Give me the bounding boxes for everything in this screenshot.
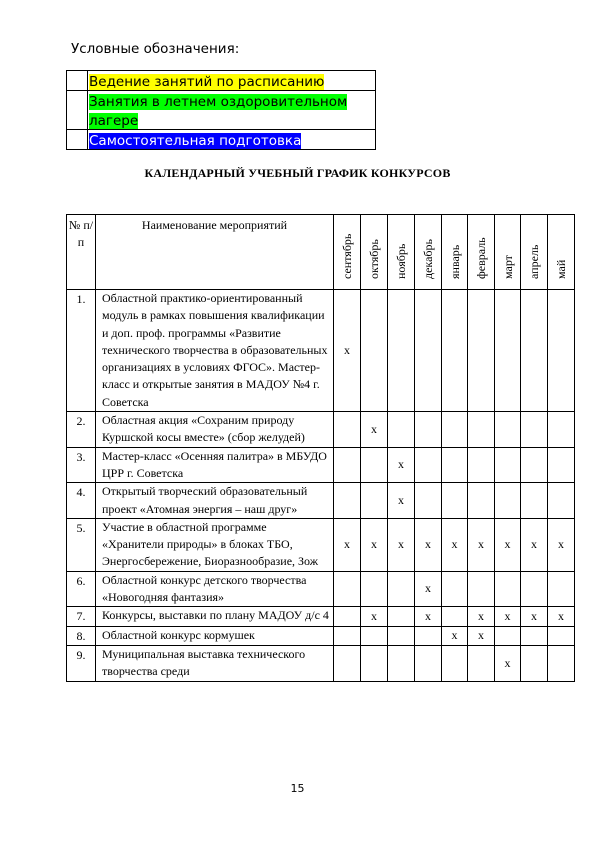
month-mark-cell	[442, 645, 468, 681]
legend-item-self-study: Самостоятельная подготовка	[89, 133, 302, 149]
month-mark-cell	[334, 607, 361, 626]
month-mark-cell	[415, 447, 442, 483]
month-mark-cell	[361, 290, 388, 412]
month-mark-cell	[468, 483, 495, 519]
row-number: 4.	[67, 483, 96, 519]
month-mark-cell	[521, 645, 548, 681]
schedule-table-body	[67, 290, 575, 682]
month-mark-cell: x	[548, 607, 575, 626]
header-month: сентябрь	[334, 215, 361, 290]
month-mark-cell	[548, 645, 575, 681]
table-row	[67, 626, 575, 645]
month-mark-cell	[415, 412, 442, 448]
header-month: октябрь	[361, 215, 388, 290]
row-number: 2.	[67, 412, 96, 448]
month-mark-cell	[388, 645, 415, 681]
row-number: 1.	[67, 290, 96, 412]
month-mark-cell	[334, 626, 361, 645]
month-mark-cell	[334, 483, 361, 519]
month-mark-cell	[495, 290, 521, 412]
month-mark-cell	[415, 290, 442, 412]
month-mark-cell	[521, 483, 548, 519]
month-mark-cell	[548, 626, 575, 645]
month-mark-cell	[495, 412, 521, 448]
month-mark-cell	[361, 645, 388, 681]
table-row	[67, 518, 575, 571]
month-mark-cell	[415, 626, 442, 645]
month-mark-cell: x	[495, 607, 521, 626]
month-mark-cell	[442, 571, 468, 607]
month-mark-cell	[548, 412, 575, 448]
month-mark-cell	[334, 645, 361, 681]
event-name: Муниципальная выставка технического творчества среди	[96, 645, 334, 681]
legend-swatch-cell	[67, 91, 88, 130]
month-mark-cell	[495, 626, 521, 645]
header-month: март	[495, 215, 521, 290]
table-header-row	[67, 215, 575, 290]
month-mark-cell	[468, 645, 495, 681]
month-mark-cell	[548, 483, 575, 519]
page-number: 15	[290, 782, 305, 795]
header-event-name: Наименование мероприятий	[96, 215, 334, 290]
legend-row	[67, 130, 376, 150]
table-row	[67, 483, 575, 519]
header-month: февраль	[468, 215, 495, 290]
month-mark-cell	[495, 447, 521, 483]
legend-text-cell	[88, 130, 376, 150]
month-mark-cell: x	[495, 518, 521, 571]
month-mark-cell	[361, 447, 388, 483]
month-mark-cell: x	[415, 607, 442, 626]
month-mark-cell	[521, 571, 548, 607]
legend-item-summer-camp: Занятия в летнем оздоровительном лагере	[89, 94, 348, 129]
month-mark-cell	[388, 607, 415, 626]
legend-swatch-cell	[67, 71, 88, 91]
month-mark-cell	[415, 645, 442, 681]
month-mark-cell	[521, 447, 548, 483]
month-mark-cell	[548, 571, 575, 607]
month-mark-cell	[334, 447, 361, 483]
month-mark-cell: x	[388, 518, 415, 571]
month-mark-cell	[495, 483, 521, 519]
month-mark-cell	[334, 571, 361, 607]
event-name: Областной практико-ориентированный модуль в рамках повышения квалификации и доп. проф. программы «Развитие технического творчества в образовательных организациях в условиях ФГОС». Мастер-класс и открытые занятия в МАДОУ №4 г. Советска	[96, 290, 334, 412]
month-mark-cell	[521, 290, 548, 412]
row-number: 6.	[67, 571, 96, 607]
month-mark-cell	[388, 290, 415, 412]
event-name: Мастер-класс «Осенняя палитра» в МБУДО ЦРР г. Советска	[96, 447, 334, 483]
month-mark-cell	[442, 483, 468, 519]
legend-swatch-cell	[67, 130, 88, 150]
header-number: № п/п	[67, 215, 96, 290]
event-name: Открытый творческий образовательный проект «Атомная энергия – наш друг»	[96, 483, 334, 519]
month-mark-cell	[415, 483, 442, 519]
month-mark-cell: x	[334, 518, 361, 571]
header-month: январь	[442, 215, 468, 290]
event-name: Областной конкурс детского творчества «Новогодняя фантазия»	[96, 571, 334, 607]
month-mark-cell: x	[334, 290, 361, 412]
row-number: 9.	[67, 645, 96, 681]
month-mark-cell	[468, 290, 495, 412]
event-name: Областной конкурс кормушек	[96, 626, 334, 645]
month-mark-cell: x	[521, 518, 548, 571]
month-mark-cell: x	[388, 447, 415, 483]
table-row	[67, 645, 575, 681]
schedule-table	[66, 214, 575, 682]
legend-row	[67, 91, 376, 130]
legend-title: Условные обозначения:	[71, 41, 240, 57]
month-mark-cell: x	[361, 412, 388, 448]
table-row	[67, 290, 575, 412]
month-mark-cell	[548, 447, 575, 483]
table-row	[67, 571, 575, 607]
legend-item-schedule: Ведение занятий по расписанию	[89, 74, 325, 90]
month-mark-cell: x	[415, 571, 442, 607]
month-mark-cell	[495, 571, 521, 607]
row-number: 5.	[67, 518, 96, 571]
month-mark-cell	[442, 607, 468, 626]
header-month: ноябрь	[388, 215, 415, 290]
legend-row	[67, 71, 376, 91]
month-mark-cell	[442, 290, 468, 412]
month-mark-cell	[468, 571, 495, 607]
month-mark-cell	[468, 447, 495, 483]
event-name: Конкурсы, выставки по плану МАДОУ д/с 4	[96, 607, 334, 626]
row-number: 3.	[67, 447, 96, 483]
table-row	[67, 447, 575, 483]
month-mark-cell: x	[521, 607, 548, 626]
month-mark-cell	[442, 447, 468, 483]
table-row	[67, 412, 575, 448]
document-title: КАЛЕНДАРНЫЙ УЧЕБНЫЙ ГРАФИК КОНКУРСОВ	[144, 166, 451, 180]
month-mark-cell: x	[548, 518, 575, 571]
month-mark-cell	[521, 412, 548, 448]
month-mark-cell: x	[468, 626, 495, 645]
month-mark-cell	[521, 626, 548, 645]
month-mark-cell: x	[442, 518, 468, 571]
legend-table	[66, 70, 376, 150]
table-row	[67, 607, 575, 626]
month-mark-cell	[468, 412, 495, 448]
row-number: 7.	[67, 607, 96, 626]
month-mark-cell	[388, 571, 415, 607]
month-mark-cell: x	[468, 607, 495, 626]
month-mark-cell: x	[388, 483, 415, 519]
month-mark-cell: x	[361, 518, 388, 571]
row-number: 8.	[67, 626, 96, 645]
month-mark-cell	[548, 290, 575, 412]
event-name: Участие в областной программе «Хранители природы» в блоках ТБО, Энергосбережение, Биоразнообразие, Зож	[96, 518, 334, 571]
month-mark-cell: x	[361, 607, 388, 626]
month-mark-cell: x	[415, 518, 442, 571]
header-month: апрель	[521, 215, 548, 290]
legend-text-cell	[88, 91, 376, 130]
month-mark-cell	[442, 412, 468, 448]
header-month: май	[548, 215, 575, 290]
month-mark-cell: x	[495, 645, 521, 681]
month-mark-cell	[361, 483, 388, 519]
month-mark-cell	[361, 626, 388, 645]
month-mark-cell: x	[442, 626, 468, 645]
month-mark-cell	[388, 412, 415, 448]
month-mark-cell	[388, 626, 415, 645]
month-mark-cell	[361, 571, 388, 607]
header-month: декабрь	[415, 215, 442, 290]
month-mark-cell: x	[468, 518, 495, 571]
month-mark-cell	[334, 412, 361, 448]
event-name: Областная акция «Сохраним природу Куршской косы вместе» (сбор желудей)	[96, 412, 334, 448]
legend-text-cell	[88, 71, 376, 91]
